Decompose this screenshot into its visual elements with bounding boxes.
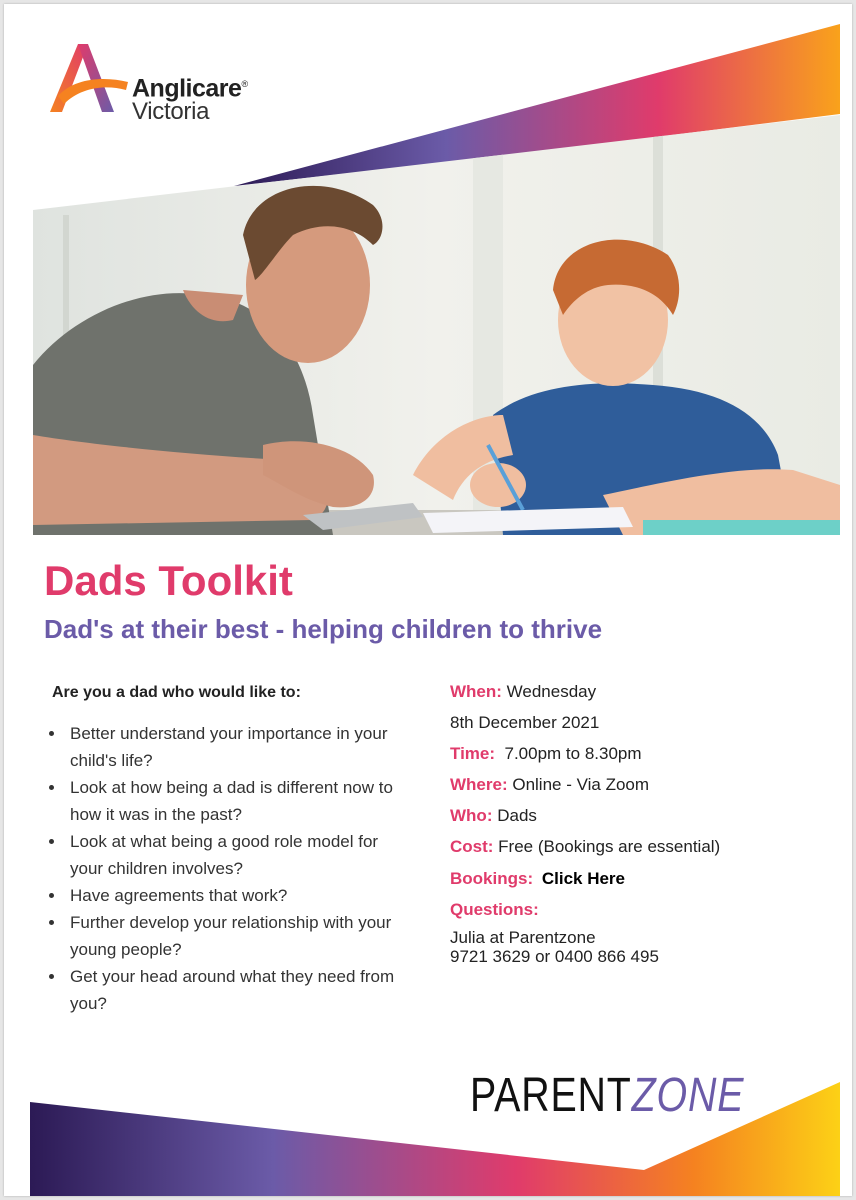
logo-reg: ®: [241, 79, 248, 89]
time-label: Time:: [450, 744, 496, 763]
bullet-item: • Have agreements that work?: [66, 882, 408, 909]
who-row: [450, 806, 537, 826]
parentzone-logo-part2: ZONE: [631, 1069, 745, 1122]
contact-name: Julia at Parentzone: [450, 928, 596, 947]
anglicare-logo-mark: [44, 38, 134, 118]
when-row: [450, 682, 596, 702]
who-value: Dads: [492, 806, 537, 825]
time-row: [450, 744, 642, 764]
bullet-item: • Better understand your importance in your child's life?: [66, 720, 408, 774]
bookings-link[interactable]: Click Here: [541, 869, 626, 888]
page-title: Dads Toolkit: [44, 557, 293, 604]
date-value: 8th December 2021: [450, 713, 600, 732]
bottom-swoosh: [4, 1074, 852, 1196]
bullet-item: • Further develop your relationship with your young people?: [66, 909, 408, 963]
dad-and-son-photo: [33, 115, 840, 535]
bullet-item: • Look at what being a good role model for your children involves?: [66, 828, 408, 882]
page-subtitle: Dad's at their best - helping children to thrive: [44, 614, 603, 644]
bullet-list: [48, 720, 408, 1017]
cost-row: [450, 837, 720, 857]
time-value: 7.00pm to 8.30pm: [495, 744, 642, 763]
flyer-page: [4, 4, 852, 1196]
where-row: [450, 775, 649, 795]
questions-label: Questions:: [450, 900, 539, 919]
where-value: Online - Via Zoom: [507, 775, 650, 794]
parentzone-logo-part1: PARENT: [470, 1069, 632, 1122]
contact-phone: 9721 3629 or 0400 866 495: [450, 947, 659, 966]
who-label: Who:: [450, 806, 493, 825]
when-value: Wednesday: [501, 682, 597, 701]
cost-value: Free (Bookings are essential): [493, 837, 721, 856]
bookings-label: Bookings:: [450, 869, 534, 888]
bullet-item: • Look at how being a dad is different now to how it was in the past?: [66, 774, 408, 828]
intro-question: Are you a dad who would like to:: [52, 684, 301, 701]
bullet-item: • Get your head around what they need from you?: [66, 963, 408, 1017]
bookings-row: [450, 869, 625, 889]
logo-line2: Victoria: [132, 98, 210, 126]
when-label: When:: [450, 682, 502, 701]
bullet-list-container: [48, 720, 408, 1017]
where-label: Where:: [450, 775, 508, 794]
cost-label: Cost:: [450, 837, 494, 856]
logo-line1: Anglicare: [132, 74, 242, 103]
